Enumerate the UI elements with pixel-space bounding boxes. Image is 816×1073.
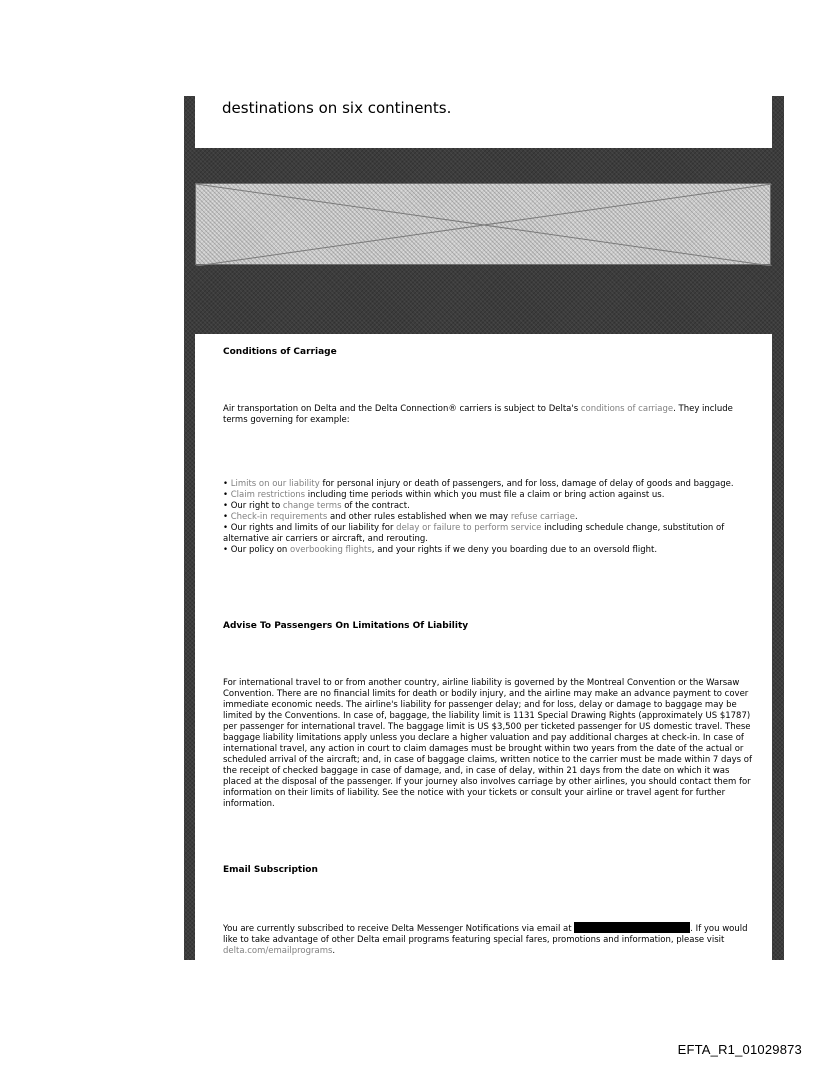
- bullet-text: •: [223, 512, 231, 522]
- bullet-text: including time periods within which you must file a claim or bring action against us.: [305, 490, 665, 500]
- bullet-text: and other rules established when we may: [327, 512, 511, 522]
- bullet-text: .: [575, 512, 578, 522]
- main-content: [195, 334, 772, 960]
- email-programs-link[interactable]: delta.com/emailprograms: [223, 946, 333, 956]
- conditions-intro: [223, 404, 752, 426]
- list-item: [223, 545, 752, 556]
- check-in-requirements-link[interactable]: Check-in requirements: [230, 512, 328, 522]
- change-terms-link[interactable]: change terms: [282, 501, 342, 511]
- bullet-text: • Our policy on: [223, 545, 291, 555]
- bullet-text: for personal injury or death of passengers, and for loss, damage of delay of goods and baggage.: [319, 479, 734, 489]
- list-item: [223, 490, 752, 501]
- bullet-text: •: [223, 490, 231, 500]
- claim-restrictions-link[interactable]: Claim restrictions: [230, 490, 306, 500]
- list-item: [223, 523, 752, 545]
- subscription-text: You are currently subscribed to receive Delta Messenger Notifications via email at: [223, 924, 575, 934]
- bullet-text: , and your rights if we deny you boarding due to an oversold flight.: [371, 545, 658, 555]
- subscription-heading: Email Subscription: [223, 865, 318, 875]
- bullet-text: •: [223, 479, 231, 489]
- conditions-bullet-list: [223, 479, 752, 556]
- refuse-carriage-link[interactable]: refuse carriage: [510, 512, 576, 522]
- subscription-body: [223, 922, 752, 957]
- conditions-intro-tail: . They include terms governing for example:: [223, 404, 733, 425]
- conditions-heading: Conditions of Carriage: [223, 347, 337, 357]
- conditions-intro-text: Air transportation on Delta and the Delta Connection® carriers is subject to Delta's: [223, 404, 581, 414]
- bullet-text: • Our right to: [223, 501, 283, 511]
- overbooking-flights-link[interactable]: overbooking flights: [290, 545, 372, 555]
- bullet-text: of the contract.: [341, 501, 410, 511]
- list-item: [223, 501, 752, 512]
- document-id: EFTA_R1_01029873: [677, 1042, 802, 1057]
- conditions-of-carriage-link[interactable]: conditions of carriage: [580, 404, 674, 414]
- intro-text: destinations on six continents.: [222, 99, 452, 117]
- list-item: [223, 512, 752, 523]
- bullet-text: • Our rights and limits of our liability for: [223, 523, 397, 533]
- liability-body: For international travel to or from another country, airline liability is governed by the Montreal Convention or the Warsaw Convention. There are no financial limits for death or bodily injury, and the airline may make an advance payment to cover immediate economic needs. The airline's liability for passenger delay; and for loss, delay or damage to baggage may be limited by the Conventions. In case of, baggage, the liability limit is 1131 Special Drawing Rights (approximately US $1787) per passenger for international travel. The baggage limit is US $3,500 per ticketed passenger for US domestic travel. These baggage liability limitations apply unless you declare a higher valuation and pay additional charges at check-in. In case of international travel, any action in court to claim damages must be brought within two years from the date of the actual or scheduled arrival of the aircraft; and, in case of baggage claims, written notice to the carrier must be made within 7 days of the receipt of checked baggage in case of damage, and, in case of delay, within 21 days from the date on which it was placed at the disposal of the passenger. If your journey also involves carriage by other airlines, you should contact them for information on their limits of liability. See the notice with your tickets or consult your airline or travel agent for further information.: [223, 678, 752, 809]
- liability-heading: Advise To Passengers On Limitations Of Liability: [223, 621, 469, 631]
- delay-failure-link[interactable]: delay or failure to perform service: [396, 523, 542, 533]
- subscription-end: .: [332, 946, 336, 956]
- broken-image-placeholder: [195, 183, 771, 265]
- intro-block: [195, 96, 772, 148]
- list-item: [223, 479, 752, 490]
- bullet-text: including schedule change, substitution of alternative air carriers or aircraft, and rerouting.: [223, 523, 725, 544]
- redacted-email: [574, 922, 690, 933]
- limits-liability-link[interactable]: Limits on our liability: [230, 479, 320, 489]
- subscription-text-tail: . If you would like to take advantage of other Delta email programs featuring special fares, promotions and information, please visit: [223, 924, 748, 945]
